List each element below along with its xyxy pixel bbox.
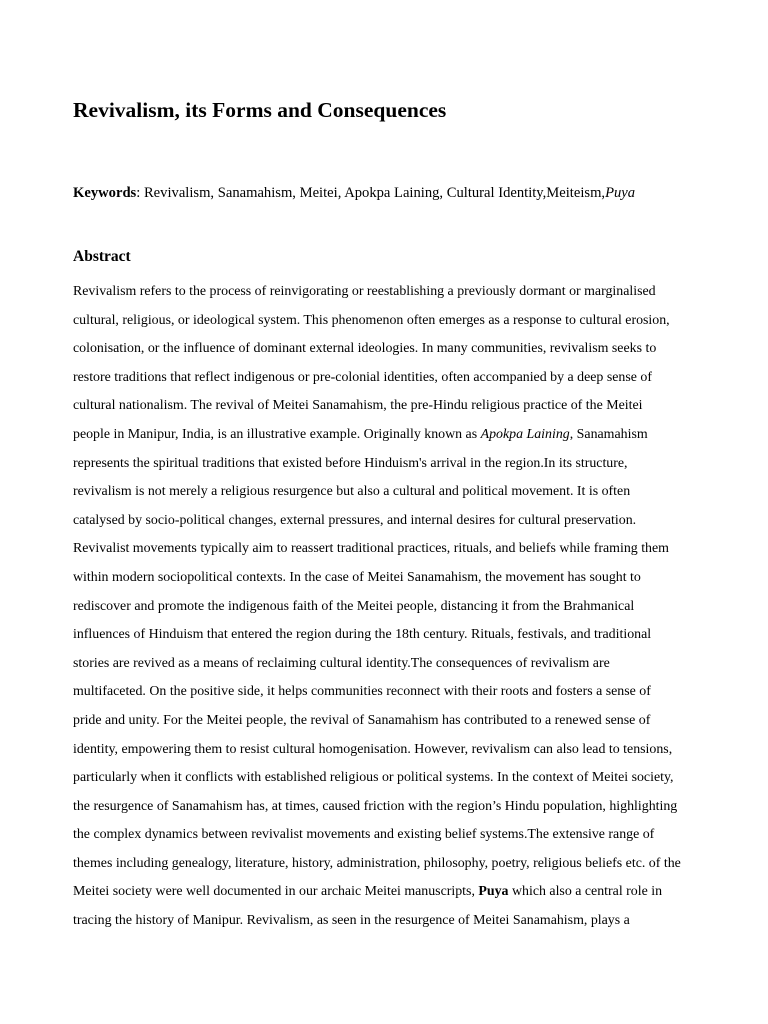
abstract-line: multifaceted. On the positive side, it helps communities reconnect with their roots and fosters a sense of	[73, 684, 651, 700]
keywords-italic-term: Puya	[605, 185, 636, 201]
abstract-text: people in Manipur, India, is an illustrative example. Originally known as	[73, 426, 481, 442]
abstract-text: Meitei society were well documented in our archaic Meitei manuscripts,	[73, 884, 479, 900]
abstract-line: represents the spiritual traditions that existed before Hinduism's arrival in the region.In its structure,	[73, 455, 628, 471]
abstract-line: restore traditions that reflect indigenous or pre-colonial identities, often accompanied by a deep sense of	[73, 369, 652, 385]
abstract-line: within modern sociopolitical contexts. In the case of Meitei Sanamahism, the movement has sought to	[73, 569, 641, 585]
paper-title: Revivalism, its Forms and Consequences	[73, 98, 447, 122]
abstract-line: the complex dynamics between revivalist movements and existing belief systems.The extensive range of	[73, 827, 655, 843]
abstract-line: themes including genealogy, literature, history, administration, philosophy, poetry, religious beliefs etc. of the	[73, 855, 681, 871]
keywords-label: Keywords	[73, 185, 137, 201]
abstract-line: the resurgence of Sanamahism has, at times, caused friction with the region’s Hindu population, highlighting	[73, 798, 678, 814]
abstract-line: Revivalism refers to the process of reinvigorating or reestablishing a previously dormant or marginalised	[73, 284, 656, 299]
abstract-line: rediscover and promote the indigenous faith of the Meitei people, distancing it from the Brahmanical	[73, 598, 635, 614]
abstract-text: which also a central role in	[508, 884, 663, 900]
abstract-line: identity, empowering them to resist cultural homogenisation. However, revivalism can also lead to tensions,	[73, 741, 673, 757]
abstract-text: , Sanamahism	[569, 426, 648, 442]
abstract-line: cultural, religious, or ideological system. This phenomenon often emerges as a response to cultural erosion,	[73, 312, 670, 328]
abstract-line	[73, 878, 713, 907]
abstract-line: influences of Hinduism that entered the region during the 18th century. Rituals, festivals, and traditional	[73, 627, 652, 643]
abstract-line: catalysed by socio-political changes, external pressures, and internal desires for cultural preservation.	[73, 512, 637, 528]
abstract-line: colonisation, or the influence of dominant external ideologies. In many communities, revivalism seeks to	[73, 341, 657, 357]
abstract-line: revivalism is not merely a religious resurgence but also a cultural and political movement. It is often	[73, 484, 631, 500]
abstract-line: tracing the history of Manipur. Revivalism, as seen in the resurgence of Meitei Sanamahism, plays a	[73, 913, 630, 929]
abstract-line: cultural nationalism. The revival of Meitei Sanamahism, the pre-Hindu religious practice of the Meitei	[73, 398, 643, 414]
abstract-line	[73, 421, 713, 450]
abstract-heading: Abstract	[73, 248, 131, 265]
keywords-separator: :	[136, 185, 144, 201]
abstract-line: pride and unity. For the Meitei people, the revival of Sanamahism has contributed to a renewed sense of	[73, 712, 651, 728]
abstract-italic-term: Apokpa Laining	[480, 426, 570, 442]
abstract-bold-term: Puya	[478, 884, 509, 900]
abstract-line: stories are revived as a means of reclaiming cultural identity.The consequences of revivalism are	[73, 655, 610, 671]
keywords-list: Revivalism, Sanamahism, Meitei, Apokpa Laining, Cultural Identity,Meiteism,	[143, 185, 606, 201]
abstract-line: Revivalist movements typically aim to reassert traditional practices, rituals, and beliefs while framing them	[73, 541, 669, 557]
abstract-line: particularly when it conflicts with established religious or political systems. In the context of Meitei society,	[73, 770, 674, 786]
keywords-line	[73, 183, 635, 203]
abstract-body	[73, 278, 713, 936]
